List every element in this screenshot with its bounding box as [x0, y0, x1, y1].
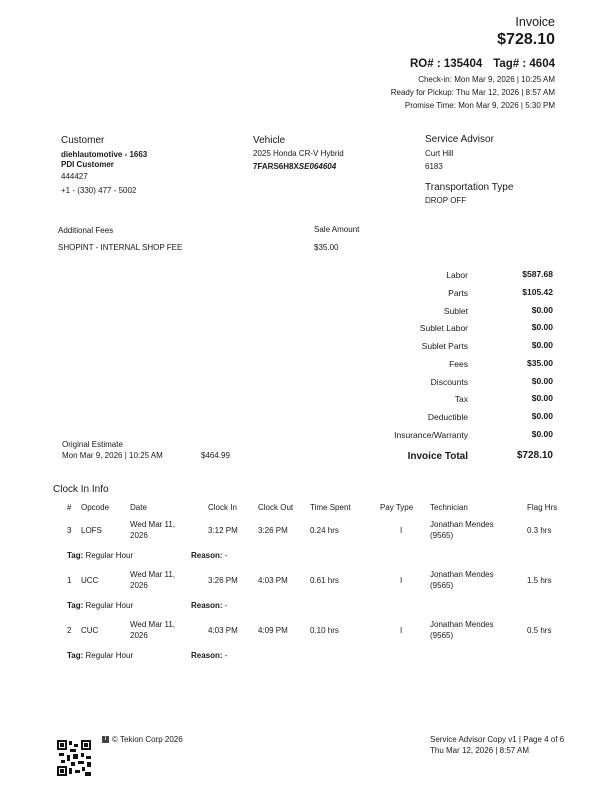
row-date: Wed Mar 11,: [130, 520, 176, 529]
advisor-name: Curt Hill: [425, 149, 454, 158]
estimate-amount: $464.99: [201, 451, 230, 460]
row-flag-hrs: 1.5 hrs: [527, 576, 552, 585]
customer-line1: diehlautomotive - 1663: [61, 150, 148, 159]
row-date-year: 2026: [130, 581, 148, 590]
col-flag-hrs: Flag Hrs: [527, 503, 558, 512]
row-technician: Jonathan Mendes: [430, 520, 494, 529]
row-num: 2: [67, 626, 72, 635]
invoice-total-value: $728.10: [516, 450, 553, 461]
vin-prefix: 7FARS6H8X: [253, 162, 299, 171]
row-reason: [191, 651, 227, 660]
estimate-date: Mon Mar 9, 2026 | 10:25 AM: [62, 451, 163, 460]
row-date-year: 2026: [130, 631, 148, 640]
promise-time: Promise Time: Mon Mar 9, 2026 | 5:30 PM: [404, 101, 555, 110]
fees-amount-heading: Sale Amount: [314, 225, 360, 234]
fees-heading: Additional Fees: [58, 226, 114, 235]
tag-value: Regular Hour: [85, 651, 134, 660]
col-opcode: Opcode: [81, 503, 110, 512]
row-clock-out: 4:09 PM: [258, 626, 288, 635]
summary-value: $0.00: [531, 393, 553, 403]
invoice-total-label: Invoice Total: [407, 451, 468, 462]
row-time-spent: 0.10 hrs: [310, 626, 339, 635]
row-flag-hrs: 0.5 hrs: [527, 626, 552, 635]
row-reason: [191, 601, 227, 610]
row-opcode: UCC: [81, 576, 99, 585]
advisor-heading: Service Advisor: [425, 134, 494, 145]
vehicle-heading: Vehicle: [253, 135, 286, 146]
summary-value: $0.00: [531, 376, 553, 386]
reason-value: -: [224, 601, 228, 610]
reason-label: Reason:: [191, 651, 223, 660]
print-date: Thu Mar 12, 2026 | 8:57 AM: [430, 746, 530, 755]
row-pay-type: I: [400, 526, 403, 535]
row-clock-in: 3:12 PM: [208, 526, 238, 535]
col-date: Date: [130, 503, 147, 512]
row-date: Wed Mar 11,: [130, 620, 176, 629]
row-technician-id: (9565): [430, 631, 454, 640]
row-technician: Jonathan Mendes: [430, 620, 494, 629]
row-technician: Jonathan Mendes: [430, 570, 494, 579]
clock-heading: Clock In Info: [53, 484, 109, 495]
copy-info: Service Advisor Copy v1 | Page 4 of 6: [430, 735, 565, 744]
row-clock-out: 3:26 PM: [258, 526, 288, 535]
row-pay-type: I: [400, 576, 403, 585]
qr-code-icon: [57, 740, 91, 776]
summary-label: Labor: [446, 270, 468, 280]
checkin-time: Check-in: Mon Mar 9, 2026 | 10:25 AM: [418, 75, 555, 84]
vin-suffix: SE064604: [298, 162, 337, 171]
summary-value: $0.00: [531, 322, 553, 332]
reason-value: -: [224, 551, 228, 560]
transport-heading: Transportation Type: [425, 182, 514, 193]
tag-value: Regular Hour: [85, 551, 134, 560]
fee-item: SHOPINT - INTERNAL SHOP FEE: [58, 243, 183, 252]
summary-value: $0.00: [531, 305, 553, 315]
summary-label: Sublet Labor: [419, 323, 468, 333]
tag-number: Tag# : 4604: [493, 58, 555, 70]
fee-amount: $35.00: [314, 243, 339, 252]
vehicle-model: 2025 Honda CR-V Hybrid: [253, 149, 344, 158]
advisor-id: 6183: [425, 162, 443, 171]
reason-value: -: [224, 651, 228, 660]
tag-label: Tag:: [67, 551, 84, 560]
estimate-heading: Original Estimate: [62, 440, 123, 449]
row-clock-in: 3:26 PM: [208, 576, 238, 585]
copyright: [102, 735, 183, 744]
tag-label: Tag:: [67, 651, 84, 660]
row-time-spent: 0.24 hrs: [310, 526, 339, 535]
summary-label: Parts: [448, 288, 468, 298]
col-technician: Technician: [430, 503, 468, 512]
invoice-title: Invoice: [515, 15, 555, 29]
summary-value: $587.68: [522, 269, 553, 279]
copyright-text: © Tekion Corp 2026: [112, 735, 183, 744]
invoice-total-header: $728.10: [497, 31, 555, 48]
customer-phone: +1 - (330) 477 - 5002: [61, 186, 137, 195]
row-technician-id: (9565): [430, 531, 454, 540]
summary-value: $0.00: [531, 340, 553, 350]
customer-heading: Customer: [61, 135, 105, 146]
reason-label: Reason:: [191, 601, 223, 610]
tag-value: Regular Hour: [85, 601, 134, 610]
col-num: #: [67, 503, 72, 512]
row-num: 3: [67, 526, 72, 535]
row-flag-hrs: 0.3 hrs: [527, 526, 552, 535]
summary-value: $0.00: [531, 411, 553, 421]
row-clock-in: 4:03 PM: [208, 626, 238, 635]
summary-label: Deductible: [427, 412, 468, 422]
row-tag: [67, 551, 133, 560]
vehicle-vin: [253, 162, 336, 171]
summary-value: $35.00: [527, 358, 553, 368]
summary-label: Insurance/Warranty: [394, 430, 468, 440]
col-clock-in: Clock In: [208, 503, 237, 512]
summary-label: Fees: [449, 359, 468, 369]
summary-label: Tax: [454, 394, 468, 404]
tekion-logo-icon: T: [103, 736, 108, 743]
row-num: 1: [67, 576, 72, 585]
row-date-year: 2026: [130, 531, 148, 540]
summary-value: $0.00: [531, 429, 553, 439]
col-time-spent: Time Spent: [310, 503, 351, 512]
row-opcode: CUC: [81, 626, 99, 635]
row-opcode: LOFS: [81, 526, 102, 535]
row-time-spent: 0.61 hrs: [310, 576, 339, 585]
row-date: Wed Mar 11,: [130, 570, 176, 579]
row-clock-out: 4:03 PM: [258, 576, 288, 585]
row-tag: [67, 601, 133, 610]
col-clock-out: Clock Out: [258, 503, 294, 512]
row-technician-id: (9565): [430, 581, 454, 590]
row-pay-type: I: [400, 626, 403, 635]
transport-type: DROP OFF: [425, 196, 467, 205]
row-reason: [191, 551, 227, 560]
ro-number: RO# : 135404: [410, 58, 483, 70]
summary-label: Sublet: [443, 306, 468, 316]
col-pay-type: Pay Type: [380, 503, 414, 512]
reason-label: Reason:: [191, 551, 223, 560]
ready-time: Ready for Pickup: Thu Mar 12, 2026 | 8:57 AM: [390, 88, 555, 97]
customer-line2: PDI Customer: [61, 160, 114, 169]
summary-label: Sublet Parts: [421, 341, 468, 351]
summary-label: Discounts: [430, 377, 468, 387]
row-tag: [67, 651, 133, 660]
customer-line3: 444427: [61, 172, 88, 181]
tag-label: Tag:: [67, 601, 84, 610]
summary-value: $105.42: [522, 287, 553, 297]
